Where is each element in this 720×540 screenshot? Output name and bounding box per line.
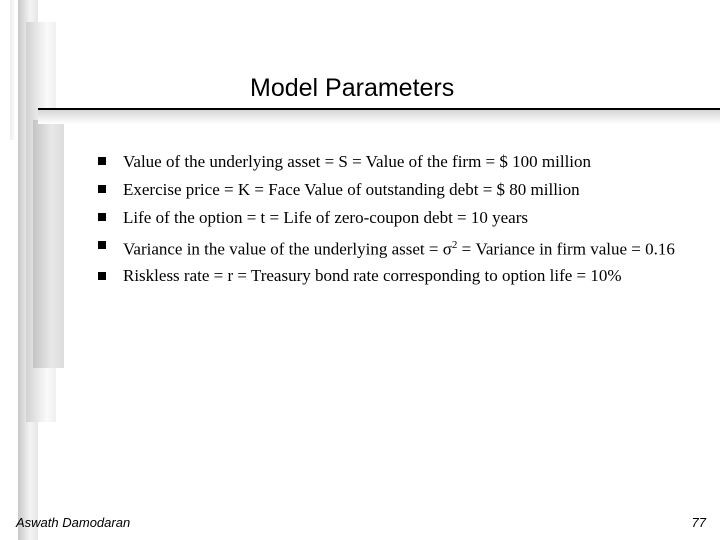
square-bullet-icon — [98, 185, 106, 193]
bullet-text — [123, 232, 698, 263]
list-item — [98, 176, 698, 204]
bullet-text: Life of the option = t = Life of zero-coupon debt = 10 years — [123, 208, 528, 227]
list-item — [98, 148, 698, 176]
variance-text-after: = Variance in firm value = 0.16 — [457, 239, 675, 259]
footer-author: Aswath Damodaran — [16, 515, 131, 530]
variance-superscript: 2 — [451, 239, 458, 251]
list-item — [98, 204, 698, 232]
decorative-bar — [10, 0, 16, 140]
square-bullet-icon — [98, 213, 106, 221]
decorative-bar — [33, 120, 64, 368]
bullet-text: Riskless rate = r = Treasury bond rate corresponding to option life = 10% — [123, 265, 622, 285]
bullet-text: Value of the underlying asset = S = Value of the firm = $ 100 million — [123, 152, 592, 171]
bullet-list — [98, 148, 698, 289]
square-bullet-icon — [98, 272, 106, 280]
variance-text-before: Variance in the value of the underlying asset = σ — [123, 239, 452, 259]
square-bullet-icon — [98, 241, 106, 249]
list-item — [98, 263, 698, 289]
bullet-text: Exercise price = K = Face Value of outstanding debt = $ 80 million — [123, 180, 580, 199]
square-bullet-icon — [98, 157, 106, 165]
title-rule-shadow — [38, 110, 720, 124]
page-number: 77 — [691, 515, 706, 530]
title-rule — [38, 108, 720, 110]
list-item — [98, 232, 698, 263]
slide-title: Model Parameters — [250, 74, 455, 102]
